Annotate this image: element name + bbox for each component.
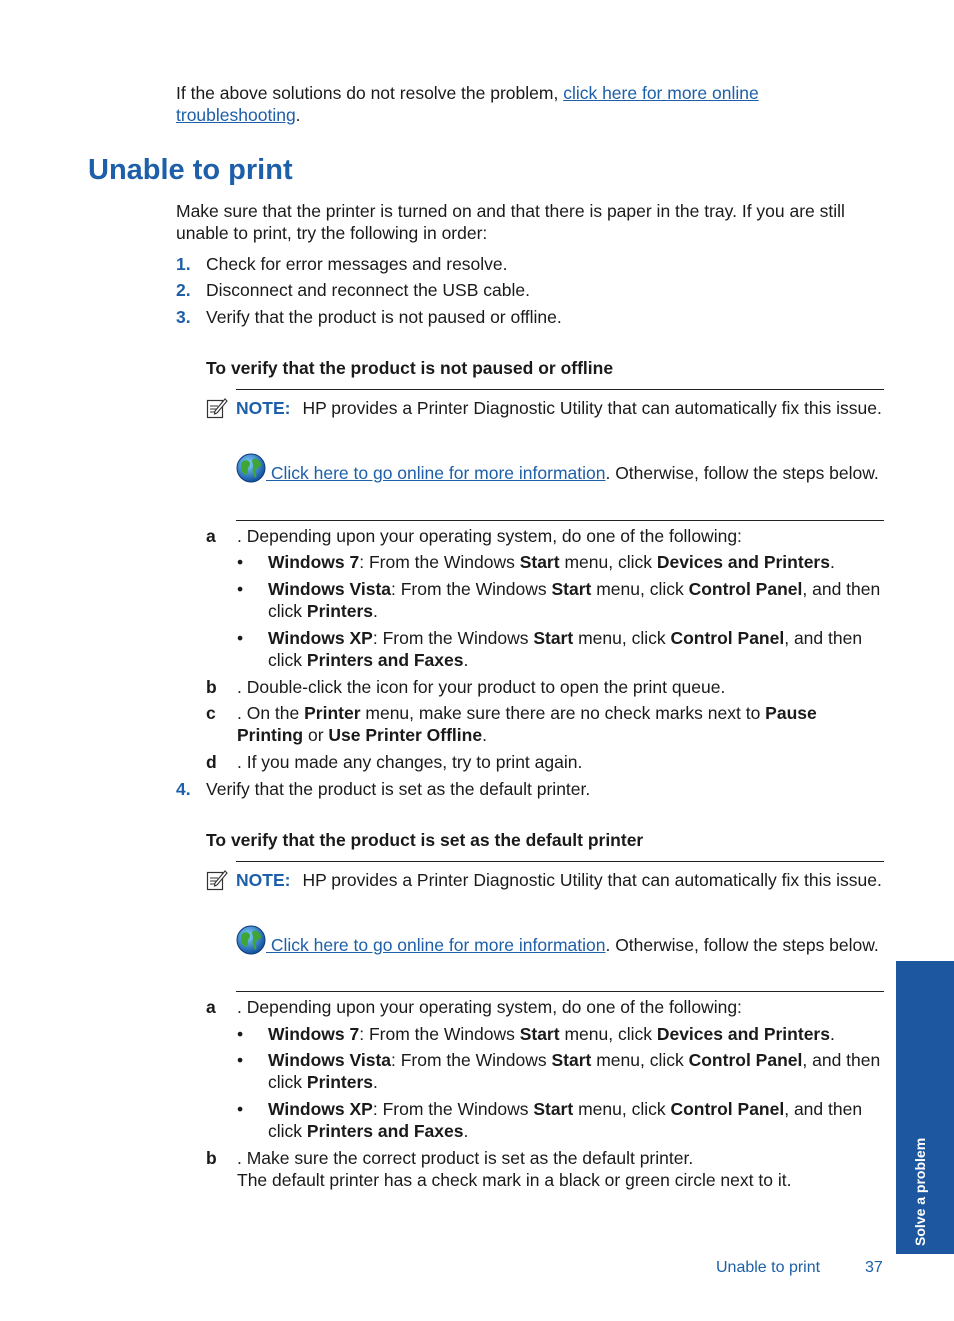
note-text: HP provides a Printer Diagnostic Utility that can automatically fix this issue. (302, 398, 882, 418)
step-text: Check for error messages and resolve. (206, 254, 508, 274)
step-number: 1. (176, 254, 191, 274)
substep-text: . On the Printer menu, make sure there are no check marks next to Pause Printing or Use Printer Offline. (237, 703, 817, 745)
os-instruction-win7: Windows 7: From the Windows Start menu, click Devices and Printers. (268, 552, 835, 572)
substep-text: . Make sure the correct product is set as the default printer. The default printer has a check mark in a black or green circle next to it. (237, 1148, 792, 1190)
note-label: NOTE: (236, 870, 291, 890)
intro-paragraph: If the above solutions do not resolve the problem, click here for more online troubleshooting. (176, 83, 759, 125)
step-text: Verify that the product is not paused or offline. (206, 307, 562, 327)
substep-letter: d (206, 752, 217, 772)
page-number: 37 (865, 1259, 883, 1276)
os-instruction-win7: Windows 7: From the Windows Start menu, click Devices and Printers. (268, 1024, 835, 1044)
step-text: Verify that the product is set as the default printer. (206, 779, 591, 799)
divider (236, 991, 884, 992)
note-block (236, 869, 886, 891)
note-text: HP provides a Printer Diagnostic Utility that can automatically fix this issue. (302, 870, 882, 890)
bullet: • (237, 1024, 244, 1044)
bullet: • (237, 1099, 244, 1119)
substep-text: . Depending upon your operating system, do one of the following: (237, 997, 742, 1017)
online-troubleshooting-link-cont[interactable]: troubleshooting (176, 105, 296, 125)
section-heading: To verify that the product is set as the default printer (206, 830, 644, 850)
note-icon (206, 869, 228, 891)
bullet: • (237, 579, 244, 599)
globe-icon[interactable] (236, 925, 266, 955)
divider (236, 520, 884, 521)
substep-letter: b (206, 677, 217, 697)
os-instruction-vista: Windows Vista: From the Windows Start menu, click Control Panel, and then click Printers. (268, 579, 881, 621)
bullet: • (237, 1050, 244, 1070)
note-icon (206, 397, 228, 419)
bullet: • (237, 552, 244, 572)
online-troubleshooting-link[interactable]: click here for more online (563, 83, 759, 103)
step-number: 2. (176, 280, 191, 300)
substep-text: . If you made any changes, try to print again. (237, 752, 583, 772)
section-heading: To verify that the product is not paused or offline (206, 358, 614, 378)
step-number: 3. (176, 307, 191, 327)
substep-text: . Depending upon your operating system, do one of the following: (237, 526, 742, 546)
online-info-block: Click here to go online for more information. Otherwise, follow the steps below. (236, 453, 886, 484)
step-text: Disconnect and reconnect the USB cable. (206, 280, 530, 300)
step-number: 4. (176, 779, 191, 799)
chapter-tab-label: Solve a problem (912, 1137, 928, 1246)
bullet: • (237, 628, 244, 648)
substep-text: . Double-click the icon for your product to open the print queue. (237, 677, 726, 697)
note-label: NOTE: (236, 398, 291, 418)
os-instruction-xp: Windows XP: From the Windows Start menu, click Control Panel, and then click Printers and Faxes. (268, 1099, 863, 1141)
globe-icon[interactable] (236, 453, 266, 483)
os-instruction-vista: Windows Vista: From the Windows Start menu, click Control Panel, and then click Printers. (268, 1050, 881, 1092)
intro-text: If the above solutions do not resolve the problem, (176, 83, 564, 103)
substep-letter: c (206, 703, 216, 723)
online-info-link[interactable]: Click here to go online for more information (266, 935, 606, 955)
substep-letter: a (206, 526, 216, 546)
page-title: Unable to print (88, 154, 293, 186)
os-instruction-xp: Windows XP: From the Windows Start menu, click Control Panel, and then click Printers and Faxes. (268, 628, 863, 670)
lead-paragraph: Make sure that the printer is turned on and that there is paper in the tray. If you are still unable to print, try the following in order: (176, 201, 845, 243)
footer-title: Unable to print (716, 1259, 821, 1276)
substep-letter: b (206, 1148, 217, 1168)
online-info-block: Click here to go online for more information. Otherwise, follow the steps below. (236, 925, 886, 956)
divider (236, 861, 884, 862)
divider (236, 389, 884, 390)
substep-letter: a (206, 997, 216, 1017)
online-info-link[interactable]: Click here to go online for more information (266, 463, 606, 483)
note-block (236, 397, 886, 419)
